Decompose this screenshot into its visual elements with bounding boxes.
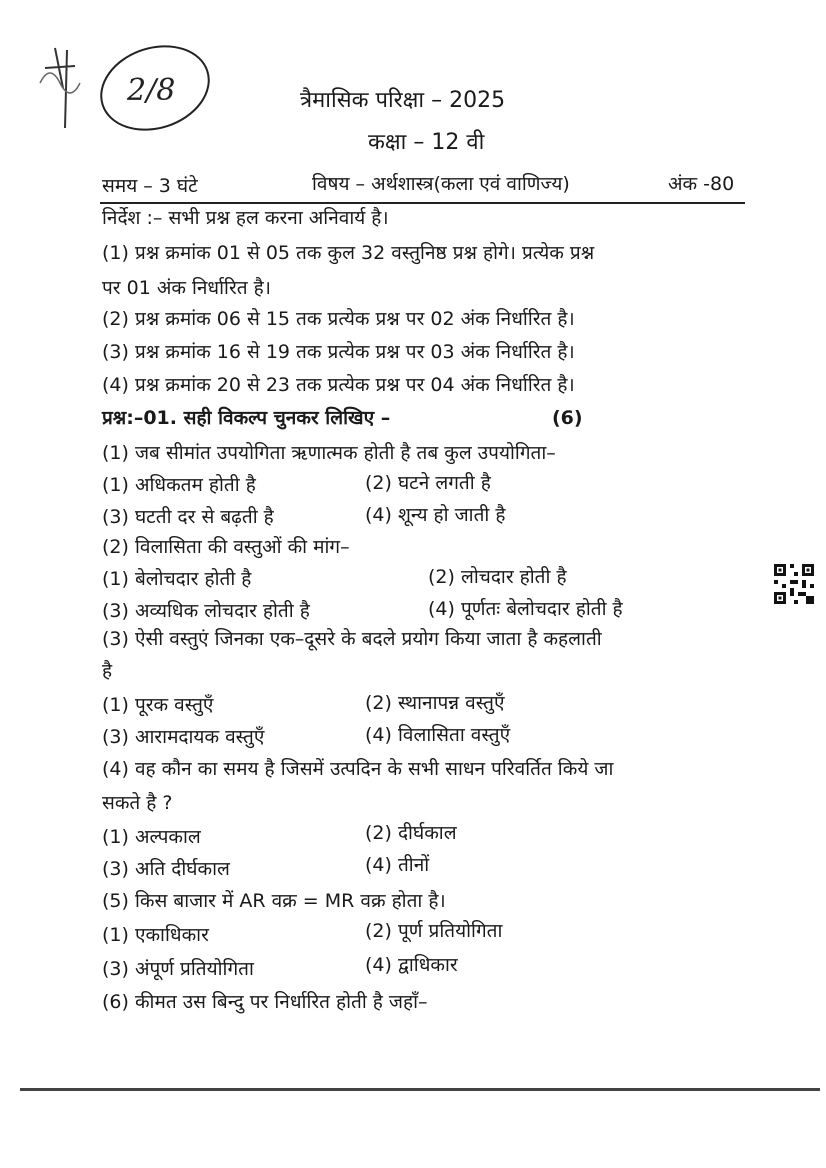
- exam-title: त्रैमासिक परिक्षा – 2025: [300, 88, 506, 113]
- question-4-cont: सकते है ?: [102, 792, 173, 814]
- question-2: (2) विलासिता की वस्तुओं की मांग–: [102, 536, 350, 558]
- section-heading: प्रश्न:–01. सही विकल्प चुनकर लिखिए –: [102, 407, 391, 429]
- question-3: (3) ऐसी वस्तुएं जिनका एक–दूसरे के बदले प्रयोग किया जाता है कहलाती: [102, 628, 602, 650]
- option: (4) द्वाधिकार: [365, 954, 458, 976]
- instruction-line: (1) प्रश्न क्रमांक 01 से 05 तक कुल 32 वस्तुनिष्ठ प्रश्न होगे। प्रत्येक प्रश्न: [102, 242, 595, 264]
- question-5: (5) किस बाजार में AR वक्र = MR वक्र होता है।: [102, 890, 446, 912]
- header-divider: [100, 202, 745, 204]
- class-label: कक्षा – 12 वी: [368, 130, 485, 155]
- scan-bottom-edge: [20, 1088, 820, 1091]
- question-4: (4) वह कौन का समय है जिसमें उत्पदिन के सभी साधन परिवर्तित किये जा: [102, 758, 614, 780]
- option: (1) एकाधिकार: [102, 924, 209, 946]
- option: (1) पूरक वस्तुएँ: [102, 694, 214, 716]
- instruction-line: (4) प्रश्न क्रमांक 20 से 23 तक प्रत्येक प्रश्न पर 04 अंक निर्धारित है।: [102, 374, 575, 396]
- option: (2) लोचदार होती है: [428, 566, 567, 588]
- option: (3) अंपूर्ण प्रतियोगिता: [102, 958, 254, 980]
- option: (4) विलासिता वस्तुएँ: [365, 724, 511, 746]
- option: (4) पूर्णतः बेलोचदार होती है: [428, 598, 623, 620]
- handwritten-mark: 2/8: [127, 73, 176, 108]
- option: (3) आरामदायक वस्तुएँ: [102, 726, 265, 748]
- option: (3) अव्यधिक लोचदार होती है: [102, 600, 310, 622]
- option: (2) स्थानापन्न वस्तुएँ: [365, 692, 505, 714]
- instruction-line: (3) प्रश्न क्रमांक 16 से 19 तक प्रत्येक प्रश्न पर 03 अंक निर्धारित है।: [102, 341, 575, 363]
- subject-label: विषय – अर्थशास्त्र(कला एवं वाणिज्य): [312, 173, 570, 195]
- option: (1) अधिकतम होती है: [102, 474, 256, 496]
- option: (1) अल्पकाल: [102, 826, 201, 848]
- instruction-line: (2) प्रश्न क्रमांक 06 से 15 तक प्रत्येक प्रश्न पर 02 अंक निर्धारित है।: [102, 308, 575, 330]
- option: (4) तीनों: [365, 854, 430, 876]
- question-1: (1) जब सीमांत उपयोगिता ऋणात्मक होती है तब कुल उपयोगिता–: [102, 442, 556, 464]
- option: (1) बेलोचदार होती है: [102, 568, 252, 590]
- option: (2) पूर्ण प्रतियोगिता: [365, 920, 503, 942]
- question-6: (6) कीमत उस बिन्दु पर निर्धारित होती है जहाँ–: [102, 991, 428, 1013]
- option: (2) दीर्घकाल: [365, 822, 457, 844]
- option: (4) शून्य हो जाती है: [365, 504, 506, 526]
- time-label: समय – 3 घंटे: [102, 175, 198, 197]
- instructions-heading: निर्देश :– सभी प्रश्न हल करना अनिवार्य है।: [102, 207, 389, 229]
- option: (3) घटती दर से बढ़ती है: [102, 506, 274, 528]
- option: (2) घटने लगती है: [365, 472, 491, 494]
- option: (3) अति दीर्घकाल: [102, 858, 230, 880]
- question-3-cont: है: [102, 660, 113, 682]
- total-marks: अंक -80: [668, 173, 735, 195]
- qr-code-icon: [774, 564, 814, 604]
- instruction-line: पर 01 अंक निर्धारित है।: [102, 277, 271, 299]
- handwritten-mark-stamp: [15, 28, 215, 138]
- section-marks: (6): [552, 407, 583, 429]
